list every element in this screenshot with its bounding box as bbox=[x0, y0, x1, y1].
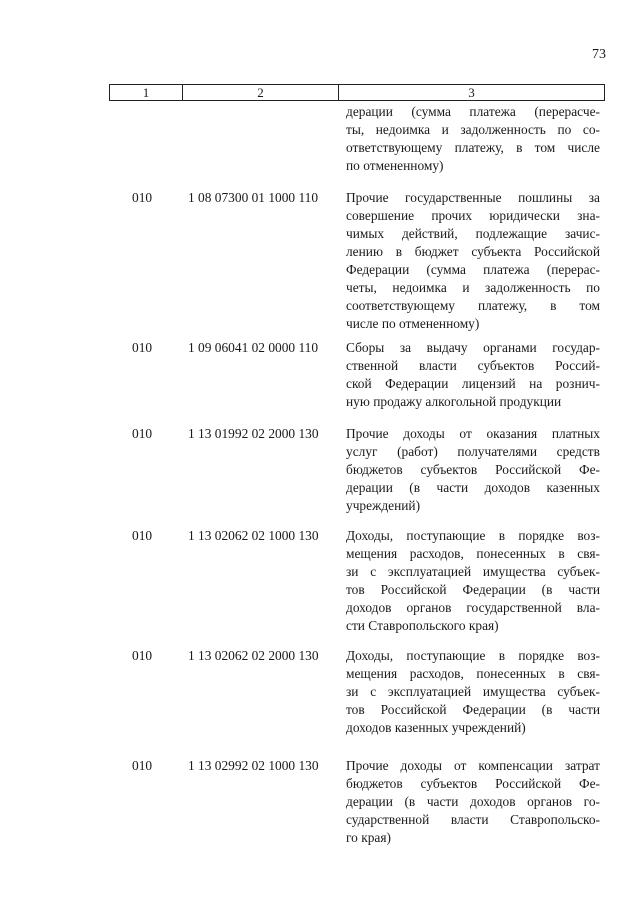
text-line: Прочие государственные пошлины за bbox=[346, 190, 600, 205]
text-line: доходов казенных учреждений) bbox=[346, 720, 526, 735]
text-line: совершение прочих юридически зна- bbox=[346, 208, 600, 223]
text-line: ответствующему платежу, в том числе bbox=[346, 140, 600, 155]
budget-code: 1 08 07300 01 1000 110 bbox=[188, 190, 319, 205]
text-line: лению в бюджет субъекта Российской bbox=[346, 244, 600, 259]
admin-code: 010 bbox=[132, 340, 153, 355]
text-line: бюджетов субъектов Российской Фе- bbox=[346, 776, 600, 791]
row-description bbox=[346, 425, 600, 515]
page-number: 73 bbox=[592, 47, 606, 62]
text-line: учреждений) bbox=[346, 498, 421, 513]
text-line: дерации (сумма платежа (перерасче- bbox=[346, 104, 600, 119]
budget-code: 1 13 02992 02 1000 130 bbox=[188, 758, 319, 773]
continuation-text bbox=[346, 103, 600, 175]
text-line: Доходы, поступающие в порядке воз- bbox=[346, 528, 600, 543]
admin-code: 010 bbox=[132, 528, 153, 543]
text-line: чимых действий, подлежащие зачис- bbox=[346, 226, 600, 241]
text-line: по отмененному) bbox=[346, 158, 444, 173]
text-line: дерации (в части доходов казенных bbox=[346, 480, 600, 495]
text-line: мещения расходов, понесенных в свя- bbox=[346, 666, 600, 681]
text-line: зи с эксплуатацией имущества субъек- bbox=[346, 684, 600, 699]
text-line: ную продажу алкогольной продукции bbox=[346, 394, 562, 409]
budget-code: 1 13 02062 02 1000 130 bbox=[188, 528, 319, 543]
text-line: Прочие доходы от оказания платных bbox=[346, 426, 600, 441]
row-description bbox=[346, 757, 600, 847]
budget-code: 1 09 06041 02 0000 110 bbox=[188, 340, 319, 355]
text-line: Доходы, поступающие в порядке воз- bbox=[346, 648, 600, 663]
header-col-3: 3 bbox=[468, 85, 475, 100]
admin-code: 010 bbox=[132, 426, 153, 441]
text-line: тов Российской Федерации (в части bbox=[346, 702, 600, 717]
text-line: ственной власти субъектов Россий- bbox=[346, 358, 600, 373]
text-line: ской Федерации лицензий на рознич- bbox=[346, 376, 600, 391]
text-line: числе по отмененному) bbox=[346, 316, 480, 331]
text-line: ты, недоимка и задолженность по со- bbox=[346, 122, 600, 137]
text-line: услуг (работ) получателями средств bbox=[346, 444, 600, 459]
text-line: Сборы за выдачу органами государ- bbox=[346, 340, 600, 355]
text-line: сти Ставропольского края) bbox=[346, 618, 499, 633]
text-line: Федерации (сумма платежа (перерас- bbox=[346, 262, 600, 277]
text-line: доходов органов государственной вла- bbox=[346, 600, 600, 615]
row-description bbox=[346, 647, 600, 737]
text-line: мещения расходов, понесенных в свя- bbox=[346, 546, 600, 561]
admin-code: 010 bbox=[132, 758, 153, 773]
row-description bbox=[346, 527, 600, 635]
text-line: зи с эксплуатацией имущества субъек- bbox=[346, 564, 600, 579]
budget-code: 1 13 01992 02 2000 130 bbox=[188, 426, 319, 441]
table-header bbox=[109, 84, 605, 101]
header-col-1: 1 bbox=[110, 85, 183, 100]
text-line: бюджетов субъектов Российской Фе- bbox=[346, 462, 600, 477]
text-line: го края) bbox=[346, 830, 391, 845]
admin-code: 010 bbox=[132, 648, 153, 663]
header-col-2: 2 bbox=[183, 85, 339, 100]
budget-code: 1 13 02062 02 2000 130 bbox=[188, 648, 319, 663]
text-line: дерации (в части доходов органов го- bbox=[346, 794, 600, 809]
row-description bbox=[346, 189, 600, 333]
text-line: соответствующему платежу, в том bbox=[346, 298, 600, 313]
text-line: тов Российской Федерации (в части bbox=[346, 582, 600, 597]
row-description bbox=[346, 339, 600, 411]
admin-code: 010 bbox=[132, 190, 153, 205]
text-line: четы, недоимка и задолженность по bbox=[346, 280, 600, 295]
text-line: сударственной власти Ставропольско- bbox=[346, 812, 600, 827]
text-line: Прочие доходы от компенсации затрат bbox=[346, 758, 600, 773]
